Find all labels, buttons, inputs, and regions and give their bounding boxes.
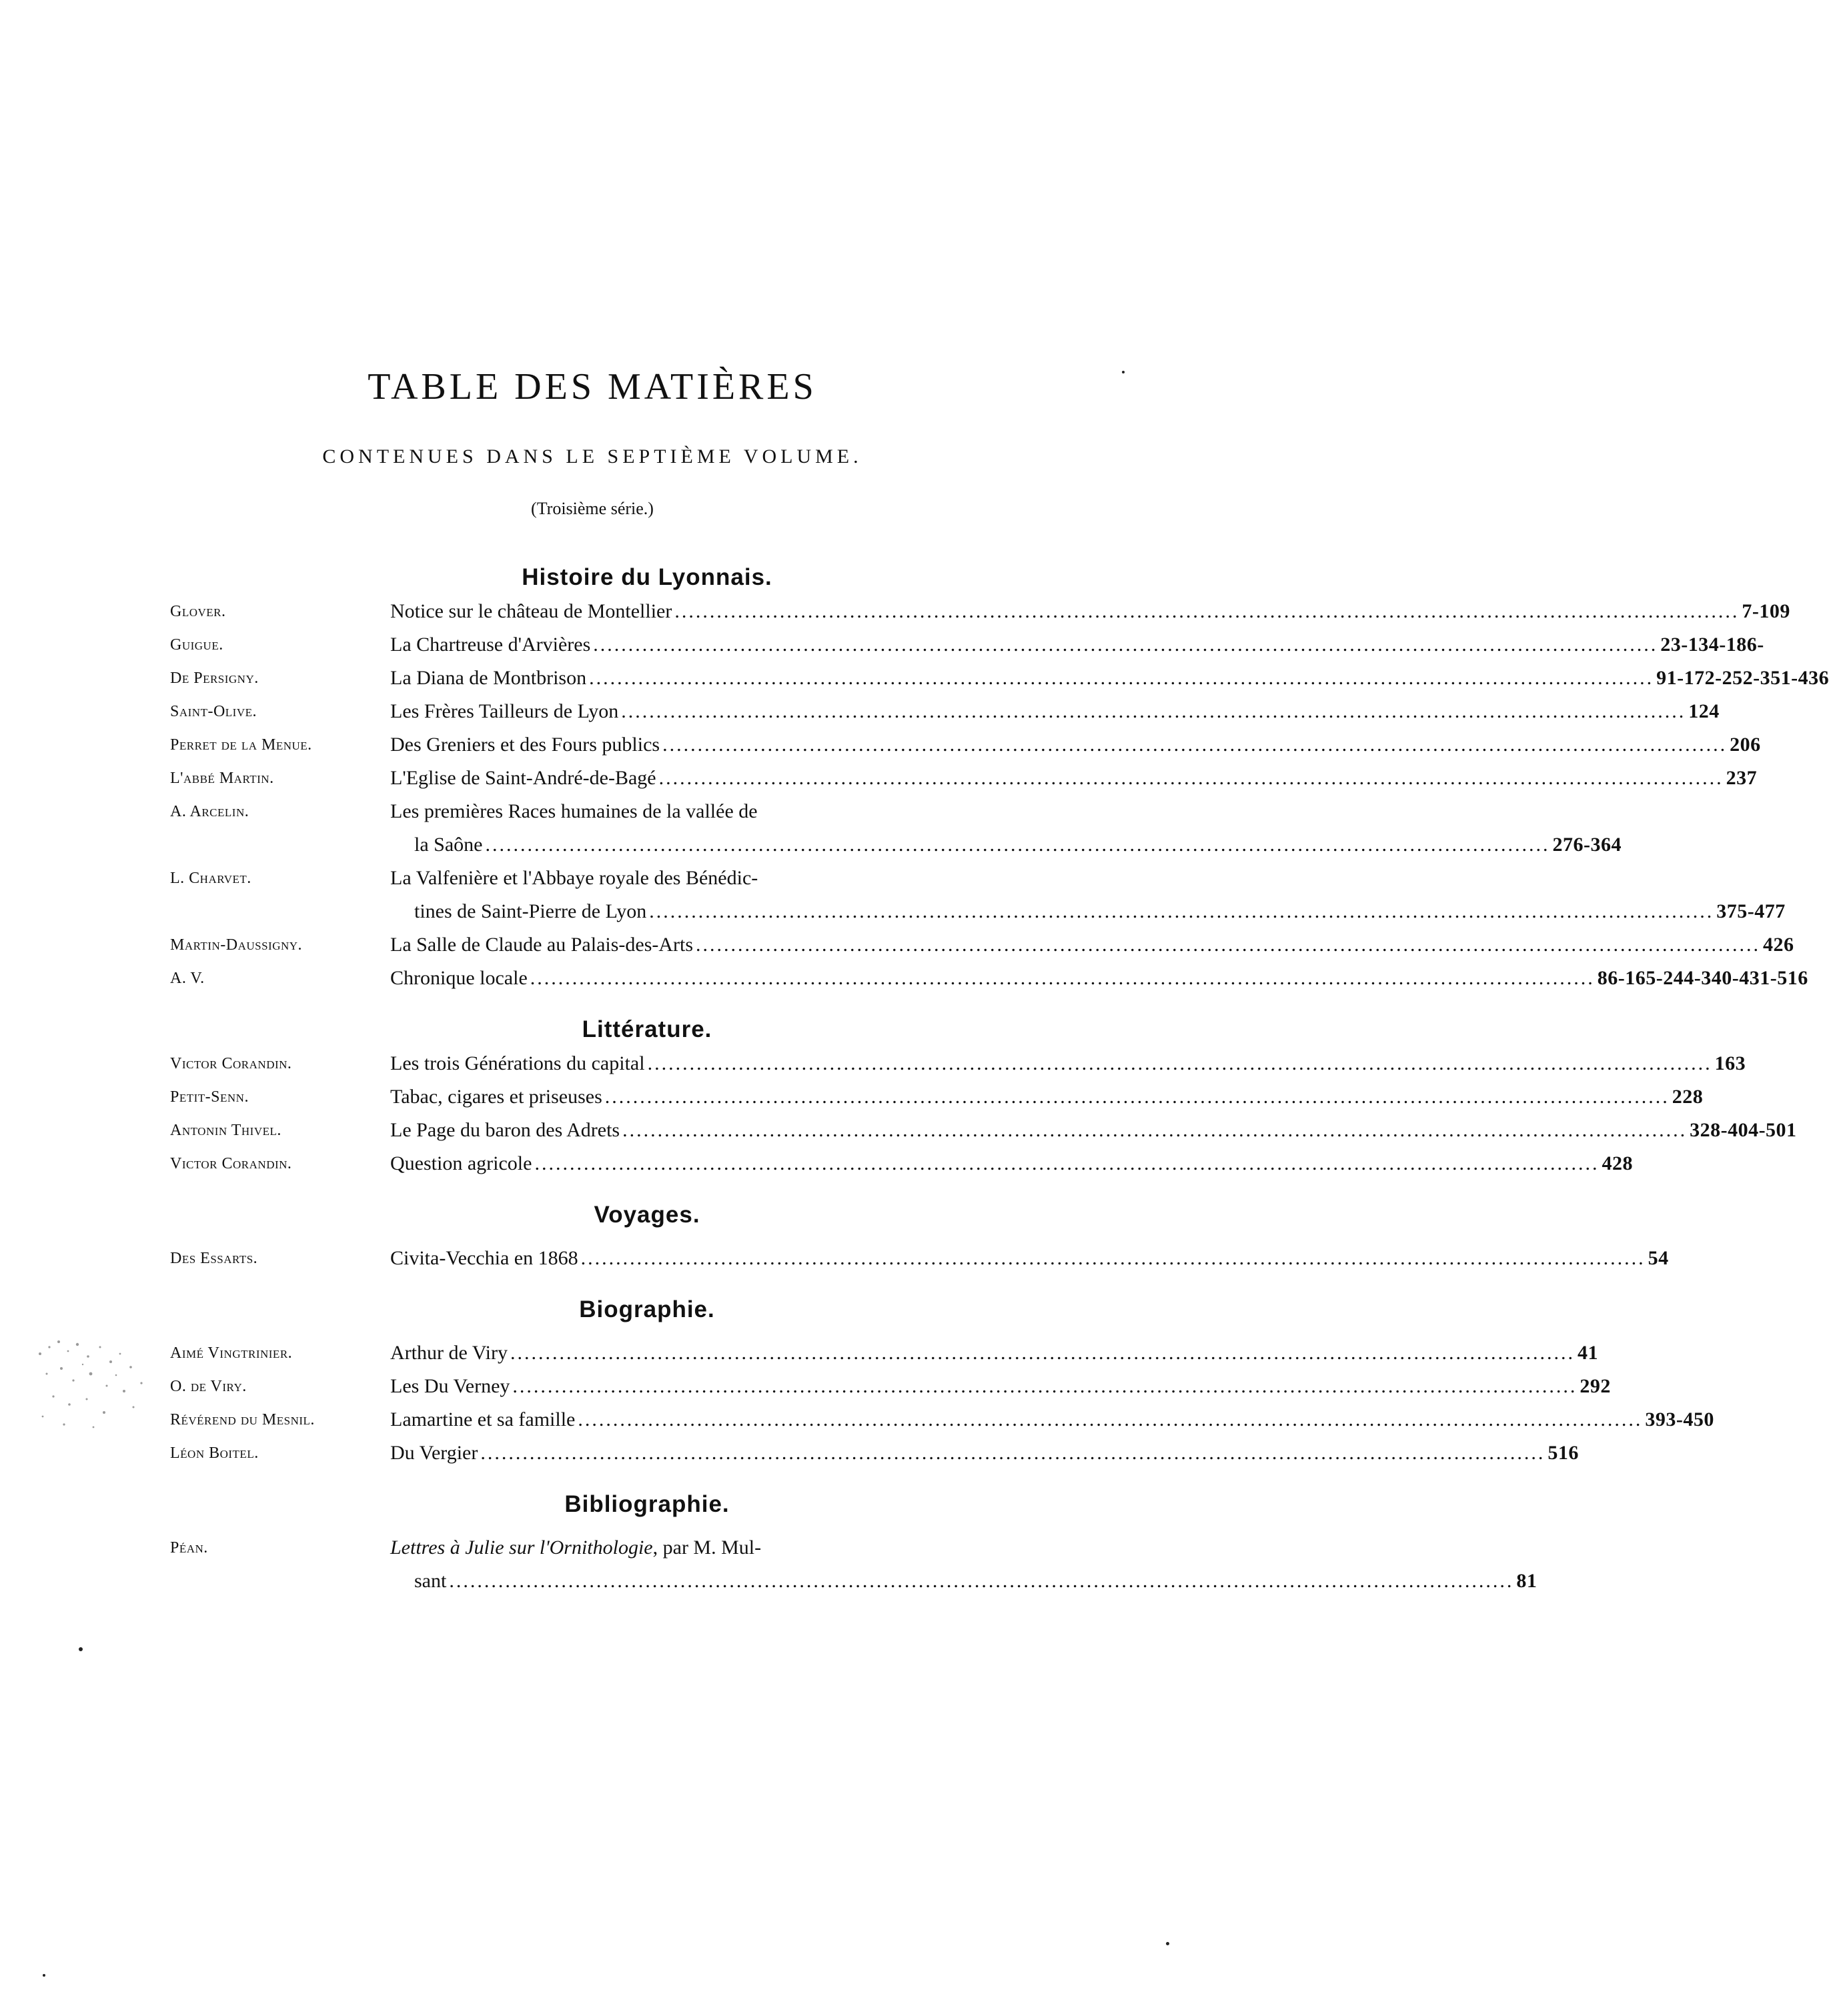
- entry-title: La Salle de Claude au Palais-des-Arts: [390, 934, 694, 956]
- entry-author: Petit-Senn.: [170, 1088, 249, 1106]
- entry-author: Perret de la Menue.: [170, 736, 312, 754]
- page-title: TABLE DES MATIÈRES: [368, 366, 817, 407]
- entry-pages: 23-134-186-: [1660, 634, 1764, 656]
- entry-author: Guigue.: [170, 636, 223, 654]
- entry-author: Léon Boitel.: [170, 1444, 259, 1462]
- toc-entry: [170, 1147, 1633, 1180]
- toc-entry: [170, 1336, 1598, 1370]
- entry-pages: 81: [1516, 1570, 1538, 1592]
- entry-author: Martin-Daussigny.: [170, 936, 303, 954]
- entry-author: A. Arcelin.: [170, 803, 249, 820]
- entry-title: Les Frères Tailleurs de Lyon: [390, 700, 619, 722]
- entry-author: Péan.: [170, 1539, 208, 1557]
- stray-mark: [1166, 1942, 1169, 1945]
- entry-pages: 41: [1577, 1342, 1598, 1364]
- entry-pages: 328-404-501: [1690, 1119, 1797, 1141]
- toc-entry: [170, 928, 1794, 962]
- entry-title: La Valfenière et l'Abbaye royale des Bénédic-: [390, 867, 758, 889]
- toc-entry: [170, 595, 1790, 628]
- entry-pages: 206: [1730, 734, 1761, 756]
- toc-entry: [170, 795, 1622, 862]
- entry-title-continued: sant: [414, 1570, 447, 1592]
- toc-entry: [170, 628, 1764, 662]
- section-title-litterature: Littérature.: [582, 1016, 712, 1042]
- entry-author: Saint-Olive.: [170, 703, 257, 720]
- table-of-contents: [170, 560, 1829, 1598]
- entry-title: Les trois Générations du capital: [390, 1052, 645, 1074]
- series-note: (Troisième série.): [531, 499, 654, 518]
- toc-entry: [170, 695, 1720, 728]
- entry-pages: 91-172-252-351-436: [1656, 667, 1829, 689]
- entry-author: O. de Viry.: [170, 1378, 247, 1395]
- entry-title: Le Page du baron des Adrets: [390, 1119, 620, 1141]
- entry-author: Antonin Thivel.: [170, 1122, 281, 1139]
- entry-title: Civita-Vecchia en 1868: [390, 1247, 578, 1269]
- entry-pages: 163: [1714, 1052, 1746, 1074]
- toc-entry: [170, 1047, 1746, 1080]
- entry-title: Les Du Verney: [390, 1375, 510, 1397]
- section-title-biographie: Biographie.: [579, 1296, 715, 1322]
- entry-pages: 375-477: [1716, 900, 1786, 922]
- entry-pages: 237: [1726, 767, 1758, 789]
- entry-author: De Persigny.: [170, 670, 259, 687]
- entry-pages: 428: [1602, 1152, 1633, 1174]
- entry-author: Révérend du Mesnil.: [170, 1411, 315, 1428]
- page-subtitle: CONTENUES DANS LE SEPTIÈME VOLUME.: [322, 445, 862, 467]
- entry-author: Victor Corandin.: [170, 1155, 292, 1172]
- stray-mark: [79, 1647, 83, 1651]
- toc-entry: [170, 1114, 1797, 1147]
- entry-pages: 516: [1548, 1442, 1579, 1464]
- entry-pages: 7-109: [1742, 600, 1790, 622]
- toc-entry: [170, 1436, 1579, 1470]
- stray-mark: [1122, 371, 1125, 373]
- toc-entry: [170, 962, 1808, 995]
- toc-entry: [170, 1080, 1704, 1114]
- entry-title: Lamartine et sa famille: [390, 1408, 576, 1430]
- entry-title: Des Greniers et des Fours publics: [390, 734, 660, 756]
- entry-pages: 276-364: [1552, 834, 1622, 856]
- toc-entry: [170, 662, 1829, 695]
- toc-entry: [170, 728, 1761, 762]
- entry-title: Arthur de Viry: [390, 1342, 508, 1364]
- entry-pages: 393-450: [1645, 1408, 1714, 1430]
- entry-title: La Diana de Montbrison: [390, 667, 587, 689]
- entry-title-italic: Lettres à Julie sur l'Ornithologie: [390, 1537, 653, 1559]
- entry-author: Aimé Vingtrinier.: [170, 1344, 293, 1362]
- entry-author: Victor Corandin.: [170, 1055, 292, 1072]
- entry-pages: 426: [1763, 934, 1794, 956]
- entry-title-continued: la Saône: [414, 834, 483, 856]
- entry-title: Question agricole: [390, 1152, 532, 1174]
- section-title-voyages: Voyages.: [594, 1202, 700, 1228]
- entry-title: L'Eglise de Saint-André-de-Bagé: [390, 767, 656, 789]
- toc-entry: [170, 1531, 1538, 1598]
- toc-entry: [170, 1242, 1669, 1275]
- entry-title: Tabac, cigares et priseuses: [390, 1086, 602, 1108]
- entry-pages: 228: [1672, 1086, 1704, 1108]
- entry-author: Des Essarts.: [170, 1250, 258, 1267]
- entry-title: Chronique locale: [390, 967, 528, 989]
- toc-entry: [170, 1370, 1611, 1403]
- section-title-histoire: Histoire du Lyonnais.: [522, 564, 772, 590]
- toc-entry: [170, 762, 1758, 795]
- entry-author: L. Charvet.: [170, 870, 251, 887]
- entry-pages: 292: [1580, 1375, 1611, 1397]
- entry-author: L'abbé Martin.: [170, 770, 274, 787]
- stray-mark: [43, 1974, 45, 1977]
- toc-entry: [170, 862, 1786, 928]
- stamp-residue: [27, 1327, 153, 1440]
- entry-title: Du Vergier: [390, 1442, 478, 1464]
- entry-title: , par M. Mul-: [652, 1537, 762, 1559]
- entry-author: A. V.: [170, 970, 205, 987]
- entry-title: La Chartreuse d'Arvières: [390, 634, 591, 656]
- entry-title: Notice sur le château de Montellier: [390, 600, 672, 622]
- entry-title: Les premières Races humaines de la vallée de: [390, 800, 758, 822]
- entry-pages: 86-165-244-340-431-516: [1597, 967, 1808, 989]
- entry-author: Glover.: [170, 603, 226, 620]
- entry-pages: 124: [1688, 700, 1720, 722]
- entry-title-continued: tines de Saint-Pierre de Lyon: [414, 900, 647, 922]
- section-title-bibliographie: Bibliographie.: [564, 1491, 730, 1517]
- toc-entry: [170, 1403, 1714, 1436]
- entry-pages: 54: [1648, 1247, 1669, 1269]
